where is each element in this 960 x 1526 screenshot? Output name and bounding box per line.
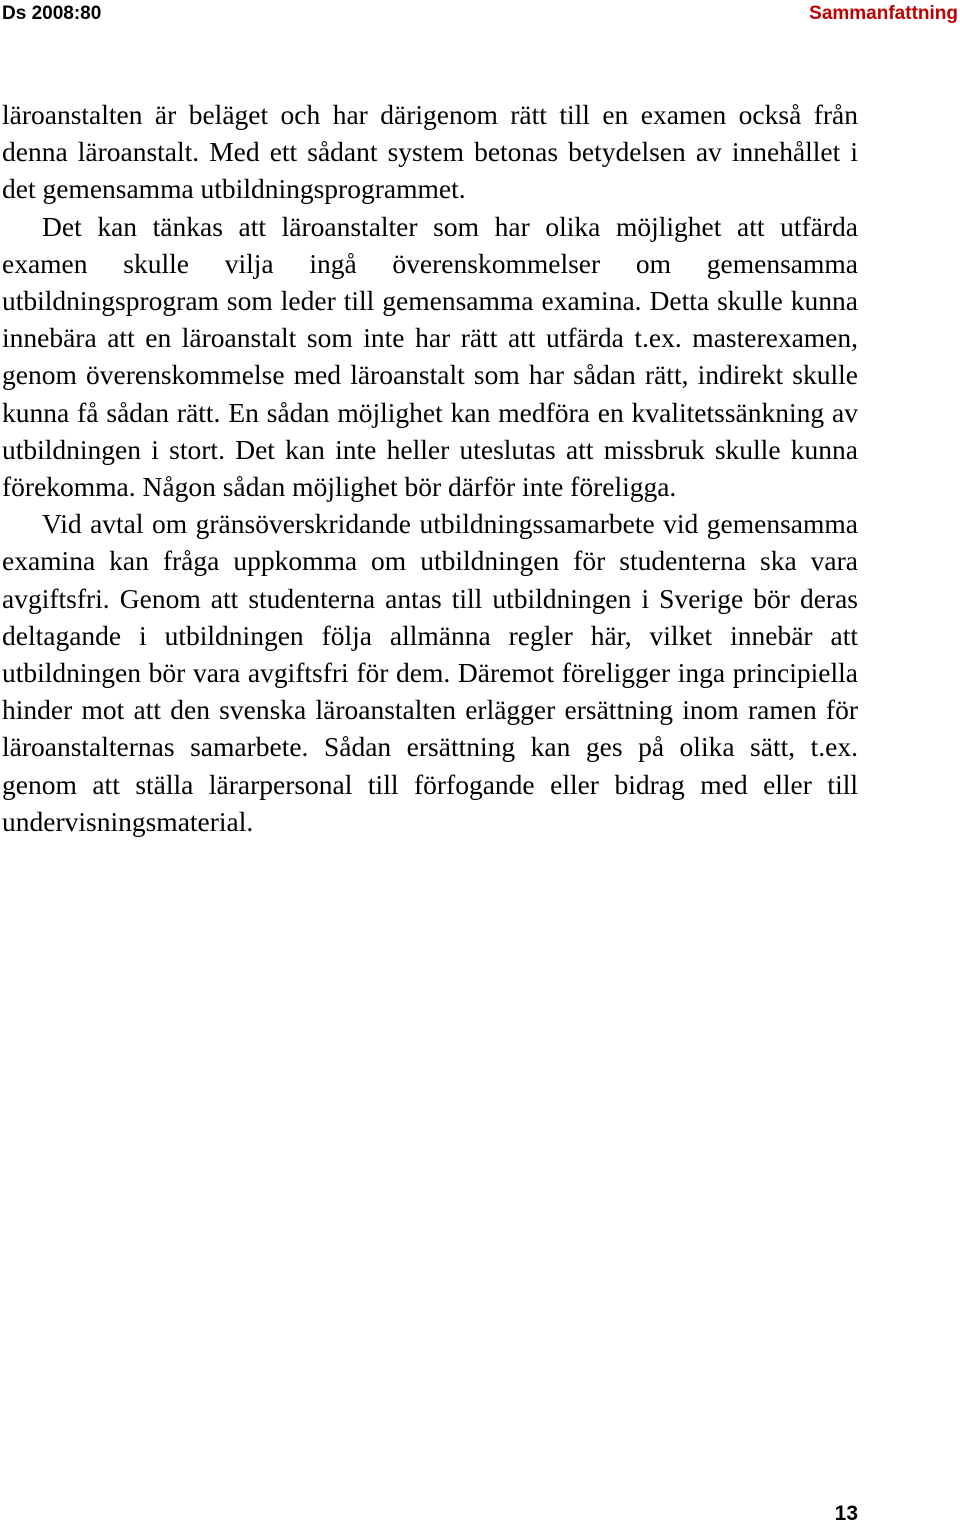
section-title: Sammanfattning — [809, 3, 958, 24]
paragraph-2: Det kan tänkas att läroanstalter som har olika möjlighet att utfärda examen skulle vilja ingå överenskommelser om gemensamma utbildningsprogram som leder till gemensamma examina. Detta skulle kunna innebära att en läroanstalt som inte har rätt att utfärda t.ex. masterexamen, genom överenskommelse med läroanstalt som har sådan rätt, indirekt skulle kunna få sådan rätt. En sådan möjlighet kan medföra en kvalitetssänkning av utbildningen i stort. Det kan inte heller uteslutas att missbruk skulle kunna förekomma. Någon sådan möjlighet bör därför inte föreligga. — [2, 210, 858, 503]
paragraph-3: Vid avtal om gränsöverskridande utbildningssamarbete vid gemensamma examina kan fråga uppkomma om utbildningen för studenterna ska vara avgiftsfri. Genom att studenterna antas till utbildningen i Sverige bör deras deltagande i utbildningen följa allmänna regler här, vilket innebär att utbildningen bör vara avgiftsfri för dem. Däremot föreligger inga principiella hinder mot att den svenska läroanstalten erlägger ersättning inom ramen för läroanstalternas samarbete. Sådan ersättning kan ges på olika sätt, t.ex. genom att ställa lärarpersonal till förfogande eller bidrag med eller till undervisningsmaterial. — [2, 508, 858, 837]
page-number: 13 — [834, 1502, 858, 1525]
document-id: Ds 2008:80 — [2, 3, 102, 24]
body-text — [2, 96, 858, 840]
running-header — [0, 0, 960, 30]
paragraph-1: läroanstalten är beläget och har därigenom rätt till en examen också från denna läroanstalt. Med ett sådant system betonas betydelsen av innehållet i det gemensamma utbildningsprogrammet. — [2, 99, 858, 205]
